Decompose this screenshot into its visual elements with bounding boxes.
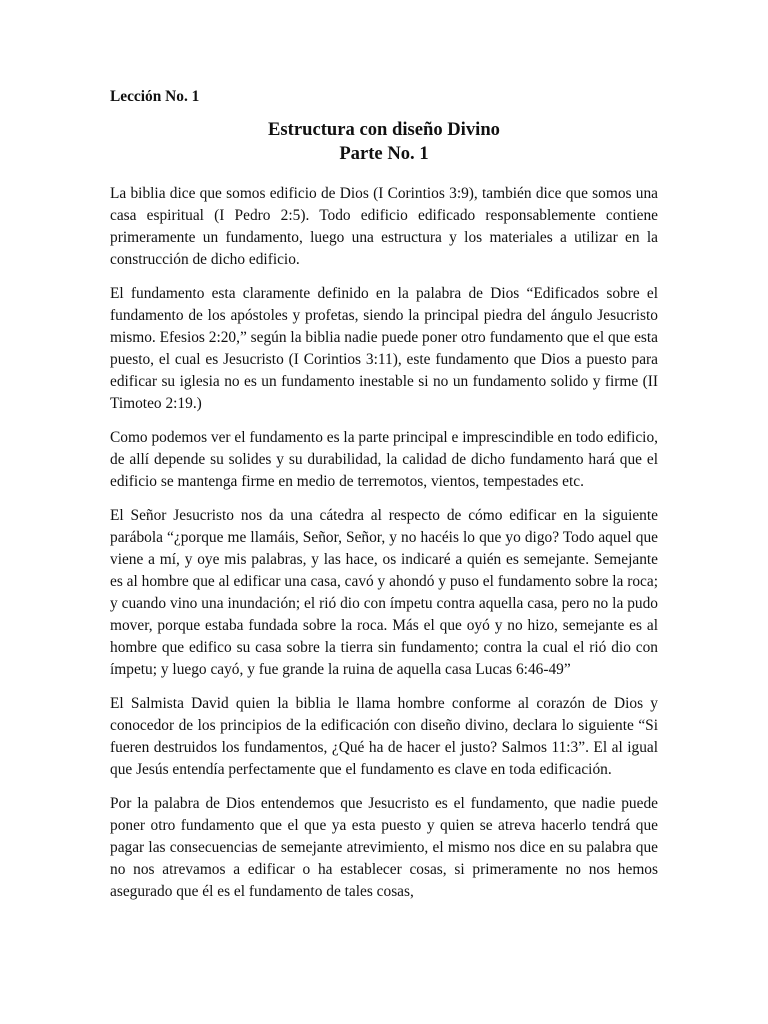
title-line-1: Estructura con diseño Divino [268, 119, 500, 140]
title-line-2: Parte No. 1 [339, 143, 429, 164]
paragraph-4: El Señor Jesucristo nos da una cátedra al respecto de cómo edificar en la siguiente parábola “¿porque me llamáis, Señor, Señor, y no hacéis lo que yo digo? Todo aquel que viene a mí, y oye mis palabras, y las hace, os indicaré a quién es semejante. Semejante es al hombre que al edificar una casa, cavó y ahondó y puso el fundamento sobre la roca; y cuando vino una inundación; el rió dio con ímpetu contra aquella casa, pero no la pudo mover, porque estaba fundada sobre la roca. Más el que oyó y no hizo, semejante es al hombre que edifico su casa sobre la tierra sin fundamento; contra la cual el rió dio con ímpetu; y luego cayó, y fue grande la ruina de aquella casa Lucas 6:46-49” [110, 507, 658, 678]
lesson-label: Lección No. 1 [110, 88, 200, 105]
paragraph-6: Por la palabra de Dios entendemos que Jesucristo es el fundamento, que nadie puede poner otro fundamento que el que ya esta puesto y quien se atreva hacerlo tendrá que pagar las consecuencias de semejante atrevimiento, el mismo nos dice en su palabra que no nos atrevamos a edificar o ha establecer cosas, si primeramente no nos hemos asegurado que él es el fundamento de tales cosas, [110, 795, 658, 900]
document-page [110, 86, 658, 915]
paragraph-5: El Salmista David quien la biblia le llama hombre conforme al corazón de Dios y conocedor de los principios de la edificación con diseño divino, declara lo siguiente “Si fueren destruidos los fundamentos, ¿Qué ha de hacer el justo? Salmos 11:3”. El al igual que Jesús entendía perfectamente que el fundamento es clave en toda edificación. [110, 695, 658, 778]
paragraph-2: El fundamento esta claramente definido en la palabra de Dios “Edificados sobre el fundamento de los apóstoles y profetas, siendo la principal piedra del ángulo Jesucristo mismo. Efesios 2:20,” según la biblia nadie puede poner otro fundamento que el que esta puesto, el cual es Jesucristo (I Corintios 3:11), este fundamento que Dios a puesto para edificar su iglesia no es un fundamento inestable si no un fundamento solido y firme (II Timoteo 2:19.) [110, 285, 658, 412]
paragraph-1: La biblia dice que somos edificio de Dios (I Corintios 3:9), también dice que somos una casa espiritual (I Pedro 2:5). Todo edificio edificado responsablemente contiene primeramente un fundamento, luego una estructura y los materiales a utilizar en la construcción de dicho edificio. [110, 185, 658, 268]
document-title [110, 118, 658, 166]
paragraph-3: Como podemos ver el fundamento es la parte principal e imprescindible en todo edificio, de allí depende su solides y su durabilidad, la calidad de dicho fundamento hará que el edificio se mantenga firme en medio de terremotos, vientos, tempestades etc. [110, 429, 658, 490]
